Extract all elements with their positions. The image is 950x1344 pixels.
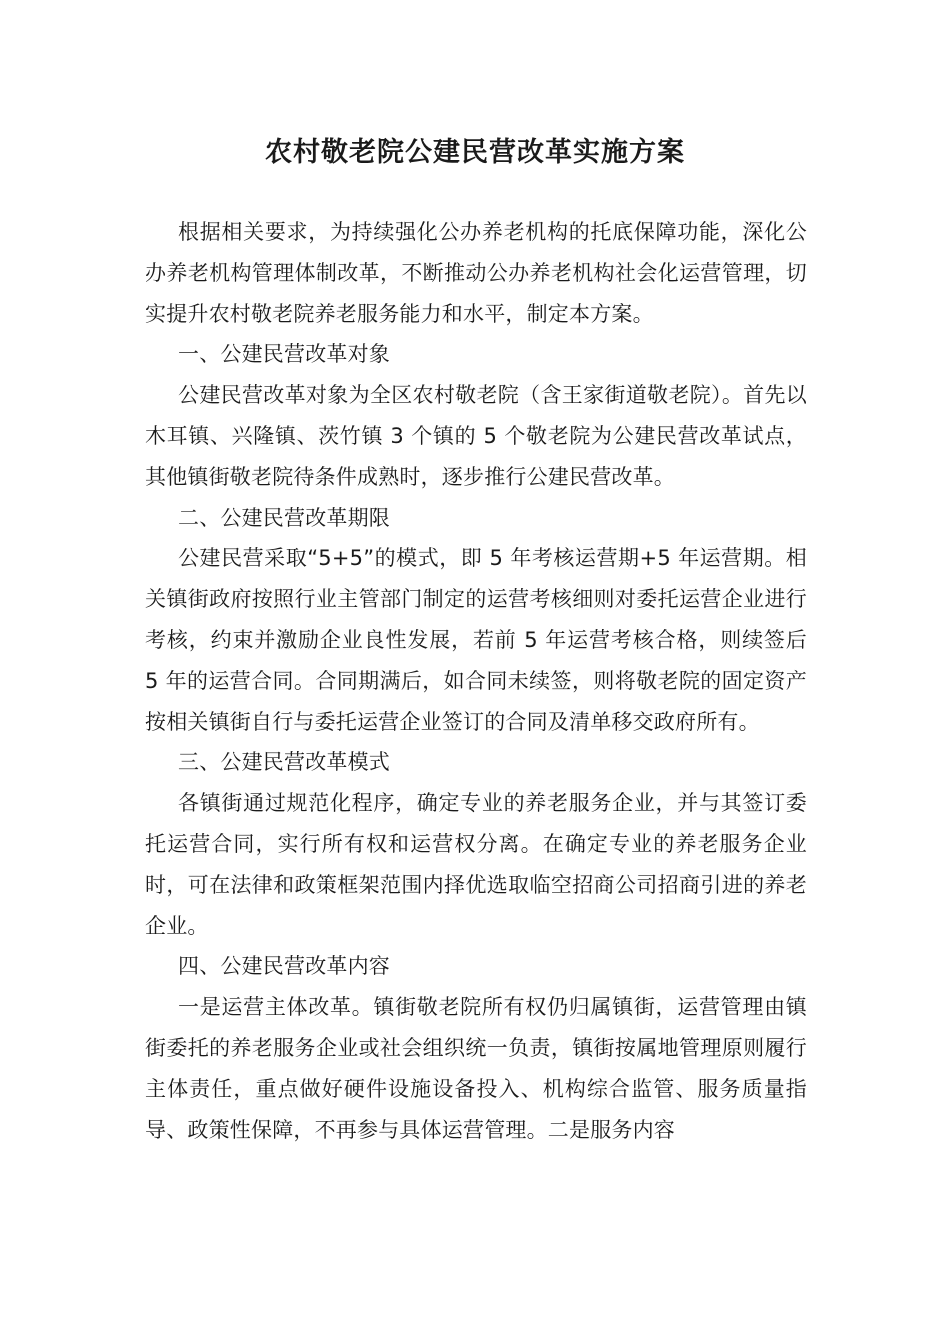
section-1-paragraph: 公建民营改革对象为全区农村敬老院（含王家街道敬老院）。首先以木耳镇、兴隆镇、茨竹镇 3 个镇的 5 个敬老院为公建民营改革试点，其他镇街敬老院待条件成熟时，逐步推行公建民营改革。 [145, 383, 807, 489]
section-3-paragraph: 各镇街通过规范化程序，确定专业的养老服务企业，并与其签订委托运营合同，实行所有权和运营权分离。在确定专业的养老服务企业时，可在法律和政策框架范围内择优选取临空招商公司招商引进的养老企业。 [145, 791, 807, 938]
document-title: 农村敬老院公建民营改革实施方案 [265, 137, 685, 168]
section-4-paragraph: 一是运营主体改革。镇街敬老院所有权仍归属镇街，运营管理由镇街委托的养老服务企业或社会组织统一负责，镇街按属地管理原则履行主体责任，重点做好硬件设施设备投入、机构综合监管、服务质量指导、政策性保障，不再参与具体运营管理。二是服务内容 [145, 995, 807, 1142]
document-body [145, 212, 807, 1150]
section-heading-4: 四、公建民营改革内容 [178, 954, 390, 979]
section-heading-2: 二、公建民营改革期限 [178, 505, 390, 530]
section-heading-3: 三、公建民营改革模式 [178, 750, 390, 775]
section-2-paragraph: 公建民营采取“5+5”的模式，即 5 年考核运营期+5 年运营期。相关镇街政府按照行业主管部门制定的运营考核细则对委托运营企业进行考核，约束并激励企业良性发展，若前 5 年运营考核合格，则续签后 5 年的运营合同。合同期满后，如合同未续签，则将敬老院的固定资产按相关镇街自行与委托运营企业签订的合同及清单移交政府所有。 [145, 546, 807, 734]
section-heading-1: 一、公建民营改革对象 [178, 342, 390, 367]
intro-paragraph: 根据相关要求，为持续强化公办养老机构的托底保障功能，深化公办养老机构管理体制改革，不断推动公办养老机构社会化运营管理，切实提升农村敬老院养老服务能力和水平，制定本方案。 [145, 220, 807, 326]
